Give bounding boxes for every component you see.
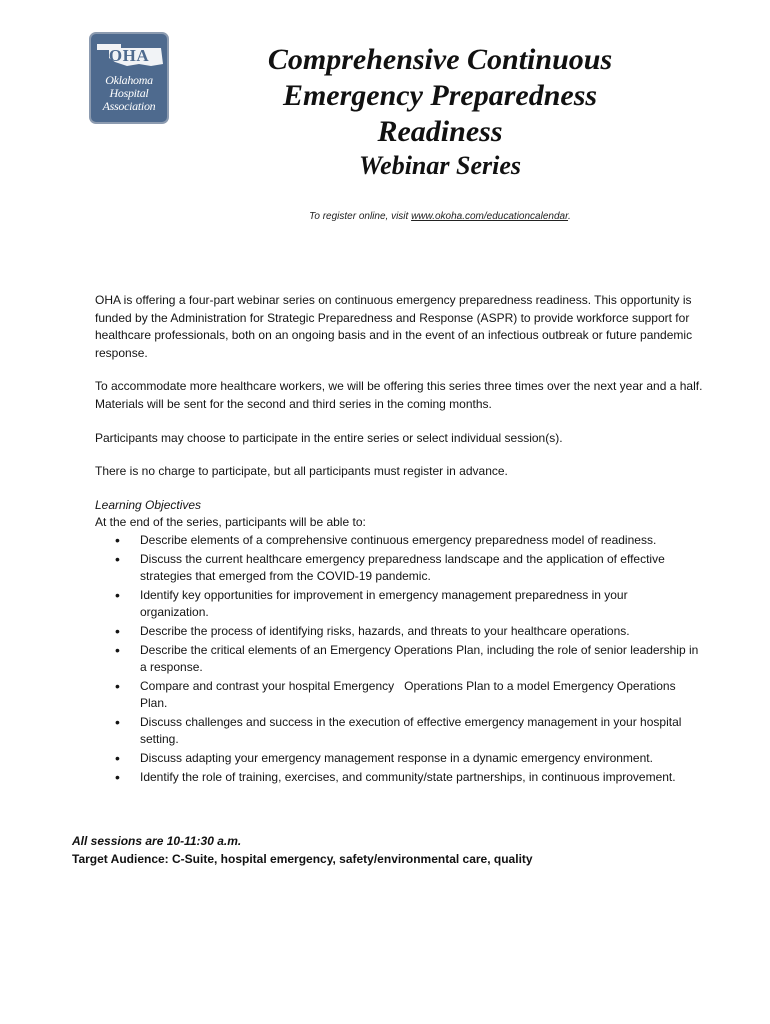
objective-item: • Discuss challenges and success in the execution of effective emergency management in your hospital setting. (140, 714, 705, 749)
title-line: Comprehensive Continuous (267, 43, 613, 76)
body-content (95, 292, 705, 787)
document-title (230, 42, 650, 150)
logo-line: Oklahoma (105, 73, 153, 87)
education-calendar-link[interactable]: www.okoha.com/educationcalendar (411, 211, 569, 222)
oha-logo (89, 32, 169, 124)
intro-paragraph: OHA is offering a four-part webinar series on continuous emergency preparedness readiness. This opportunity is funded by the Administration for Strategic Preparedness and Response (ASPR) to provide workforce support for healthcare professionals, both on an ongoing basis and in the event of an infectious outbreak or future pandemic response. (95, 293, 693, 360)
objectives-heading: Learning Objectives (95, 497, 202, 512)
session-time: All sessions are 10-11:30 a.m. (72, 834, 242, 848)
register-suffix: . (568, 211, 571, 222)
target-audience: Target Audience: C-Suite, hospital emergency, safety/environmental care, quality (72, 852, 533, 866)
title-line: Emergency Preparedness (282, 79, 598, 112)
title-line: Readiness (377, 115, 503, 148)
document-subtitle: Webinar Series (358, 151, 522, 180)
logo-line: Hospital (109, 86, 149, 100)
objectives-intro: At the end of the series, participants will be able to: (95, 515, 366, 530)
participation-paragraph: Participants may choose to participate in the entire series or select individual session(s). (95, 430, 563, 445)
objectives-list (95, 532, 705, 786)
register-prefix: To register online, visit (309, 211, 412, 222)
objective-item: • Identify key opportunities for improvement in emergency management preparedness in your organization. (140, 587, 705, 622)
registration-paragraph: There is no charge to participate, but all participants must register in advance. (95, 464, 508, 479)
objective-item: • Describe the process of identifying risks, hazards, and threats to your healthcare operations. (140, 623, 705, 641)
objective-item: • Identify the role of training, exercises, and community/state partnerships, in continuous improvement. (140, 769, 705, 787)
logo-line: Association (102, 99, 156, 113)
objective-item: • Compare and contrast your hospital Emergency Operations Plan to a model Emergency Operations Plan. (140, 678, 705, 713)
register-note (230, 211, 650, 222)
objective-item: • Discuss adapting your emergency management response in a dynamic emergency environment. (140, 750, 705, 768)
logo-text (95, 74, 163, 113)
objective-item: • Describe the critical elements of an Emergency Operations Plan, including the role of senior leadership in a response. (140, 642, 705, 677)
objective-item: • Discuss the current healthcare emergency preparedness landscape and the application of effective strategies that emerged from the COVID-19 pandemic. (140, 551, 705, 586)
schedule-paragraph: To accommodate more healthcare workers, we will be offering this series three times over the next year and a half. Materials will be sent for the second and third series in the coming months. (95, 379, 703, 411)
logo-abbr: OHA (108, 46, 150, 65)
footer-info (72, 832, 712, 868)
objective-item: • Describe elements of a comprehensive continuous emergency preparedness model of readiness. (140, 532, 705, 550)
